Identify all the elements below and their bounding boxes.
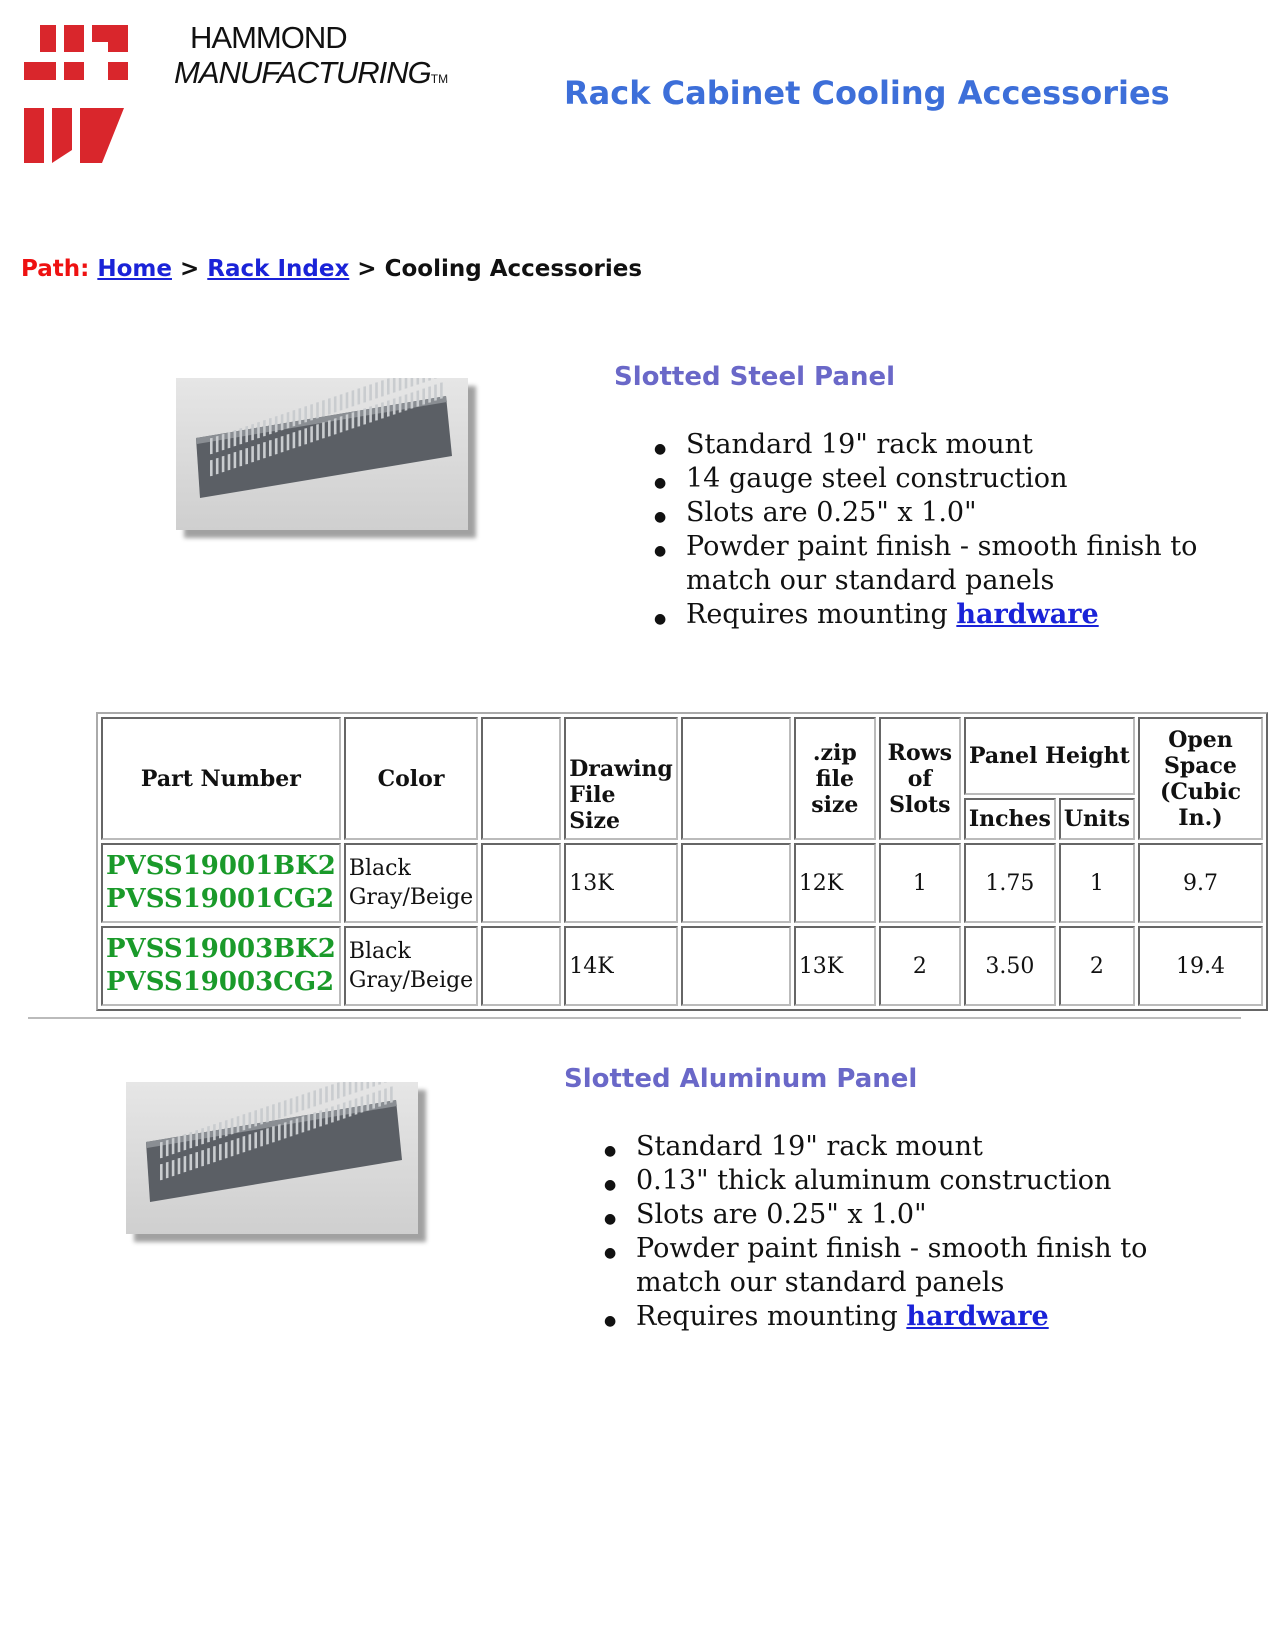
panel-slot xyxy=(302,1116,305,1132)
panel-slot xyxy=(287,412,290,428)
panel-slot xyxy=(293,410,296,426)
panel-slot xyxy=(299,430,302,446)
panel-slot xyxy=(287,434,290,450)
panel-slot xyxy=(399,378,402,391)
page-title: Rack Cabinet Cooling Accessories xyxy=(564,74,1170,112)
part-number: PVSS19003BK2 xyxy=(106,934,336,964)
header-rows-of-slots: Rows of Slots xyxy=(879,717,961,840)
panel-slot xyxy=(266,1128,269,1144)
panel-slot xyxy=(237,1116,240,1132)
panel-slot xyxy=(337,1104,340,1120)
panel-slot xyxy=(384,1088,387,1104)
part-number-cell xyxy=(101,926,341,1006)
panel-slot xyxy=(346,392,349,408)
panel-slot xyxy=(263,442,266,458)
panel-slot xyxy=(278,1124,281,1140)
panel-slot xyxy=(284,1122,287,1138)
panel-slot xyxy=(219,1144,222,1160)
header-drawing-file-size: Drawing File Size xyxy=(564,717,678,840)
brand-line-2-text: MANUFACTURING xyxy=(174,55,431,90)
panel-slot xyxy=(266,1106,269,1122)
inches-cell: 1.75 xyxy=(964,843,1056,923)
panel-slot xyxy=(334,396,337,412)
color-value: Black xyxy=(348,939,411,964)
panel-slot xyxy=(195,1152,198,1168)
panel-slot xyxy=(313,1112,316,1128)
blank-cell xyxy=(481,926,561,1006)
panel-slot xyxy=(361,1082,364,1091)
panel-slot xyxy=(411,378,414,387)
panel-slot xyxy=(184,1156,187,1172)
feature-item: ● 0.13" thick aluminum construction xyxy=(604,1164,1164,1198)
panel-slot xyxy=(422,388,425,404)
panel-slot xyxy=(178,1136,181,1152)
panel-slot xyxy=(361,1096,364,1112)
panel-slot xyxy=(316,402,319,418)
panel-slot xyxy=(284,1100,287,1116)
panel-slot xyxy=(207,1148,210,1164)
panel-slot xyxy=(263,420,266,436)
panel-slot xyxy=(190,1154,193,1170)
panel-slot xyxy=(352,412,355,428)
section-divider xyxy=(28,1017,1241,1019)
panel-slot xyxy=(405,394,408,410)
panel-slot xyxy=(405,378,408,389)
panel-slot xyxy=(331,1084,334,1100)
panel-slot xyxy=(316,424,319,440)
panel-slot xyxy=(355,1098,358,1114)
panel-slot xyxy=(234,452,237,468)
panel-slot xyxy=(260,1108,263,1124)
hammond-logo[interactable] xyxy=(24,20,449,172)
part-number: PVSS19001BK2 xyxy=(106,851,336,881)
hardware-link[interactable]: hardware xyxy=(956,599,1099,630)
table-row xyxy=(101,843,1263,923)
breadcrumb xyxy=(21,256,642,282)
panel-slot xyxy=(340,416,343,432)
panel-slot xyxy=(207,1126,210,1142)
panel-slot xyxy=(387,400,390,416)
panel-slot xyxy=(243,1114,246,1130)
breadcrumb-home-link[interactable]: Home xyxy=(97,256,172,282)
panel-slot xyxy=(310,404,313,420)
panel-slot xyxy=(372,1082,375,1087)
breadcrumb-current: Cooling Accessories xyxy=(384,256,643,282)
panel-slot xyxy=(272,1126,275,1142)
color-cell xyxy=(344,926,478,1006)
panel-slot xyxy=(308,1114,311,1130)
panel-slot xyxy=(355,1082,358,1093)
panel-slot xyxy=(278,1102,281,1118)
panel-slot xyxy=(201,1150,204,1166)
panel-slot xyxy=(245,448,248,464)
panel-slot xyxy=(346,414,349,430)
panel-slot xyxy=(328,398,331,414)
panel-slot xyxy=(216,458,219,474)
panel-slot xyxy=(172,1138,175,1154)
units-cell: 2 xyxy=(1059,926,1135,1006)
panel-slot xyxy=(178,1158,181,1174)
panel-slot xyxy=(160,1164,163,1180)
panel-slot xyxy=(216,436,219,452)
panel-slot xyxy=(310,426,313,442)
part-number: PVSS19001CG2 xyxy=(106,884,335,914)
panel-slot xyxy=(369,384,372,400)
panel-slot xyxy=(302,1094,305,1110)
panel-slot xyxy=(166,1140,169,1156)
panel-slot xyxy=(319,1088,322,1104)
hammond-logo-mark xyxy=(24,22,129,167)
panel-slot xyxy=(358,410,361,426)
hardware-prefix: Requires mounting xyxy=(636,1301,898,1332)
breadcrumb-separator: > xyxy=(179,256,200,282)
breadcrumb-rack-index-link[interactable]: Rack Index xyxy=(207,256,350,282)
panel-slot xyxy=(225,1142,228,1158)
panel-slot xyxy=(225,1120,228,1136)
feature-item-hardware xyxy=(654,598,1214,632)
header-open-space: Open Space (Cubic In.) xyxy=(1138,717,1263,840)
panel-slot xyxy=(257,422,260,438)
header-units: Units xyxy=(1059,798,1135,840)
panel-slot xyxy=(190,1132,193,1148)
panel-slot xyxy=(322,422,325,438)
panel-slot xyxy=(358,388,361,404)
panel-slot xyxy=(210,460,213,476)
panel-slot xyxy=(251,446,254,462)
panel-slot xyxy=(375,382,378,398)
trademark: TM xyxy=(430,72,449,86)
panel-slot xyxy=(228,432,231,448)
panel-slot xyxy=(369,406,372,422)
panel-slot xyxy=(213,1146,216,1162)
rows-of-slots-cell: 1 xyxy=(879,843,961,923)
header-blank xyxy=(481,717,561,840)
panel-slot xyxy=(222,456,225,472)
feature-item: ● Slots are 0.25" x 1.0" xyxy=(654,496,1214,530)
zip-file-size-cell: 12K xyxy=(794,843,876,923)
panel-slot xyxy=(166,1162,169,1178)
panel-slot xyxy=(411,392,414,408)
brand-line-1: HAMMOND xyxy=(190,20,347,55)
panel-slot xyxy=(372,1092,375,1108)
panel-slot xyxy=(378,1082,381,1085)
panel-slot xyxy=(184,1134,187,1150)
panel-slot xyxy=(325,1108,328,1124)
table-row xyxy=(101,926,1263,1006)
slotted-aluminum-panel-features xyxy=(604,1130,1164,1334)
panel-slot xyxy=(254,1110,257,1126)
panel-slot xyxy=(290,1098,293,1114)
table-header-row xyxy=(101,717,1263,795)
panel-slot xyxy=(299,408,302,424)
panel-slot xyxy=(172,1160,175,1176)
panel-slot xyxy=(201,1128,204,1144)
panel-slot xyxy=(249,1112,252,1128)
open-space-cell: 9.7 xyxy=(1138,843,1263,923)
panel-slot xyxy=(440,382,443,398)
units-cell: 1 xyxy=(1059,843,1135,923)
feature-item: ● Powder paint finish - smooth finish to match our standard panels xyxy=(604,1232,1164,1300)
feature-item: ● Powder paint finish - smooth finish to match our standard panels xyxy=(654,530,1214,598)
header-color: Color xyxy=(344,717,478,840)
blank-cell xyxy=(681,843,791,923)
panel-slot xyxy=(343,1102,346,1118)
panel-slot xyxy=(352,390,355,406)
panel-slot xyxy=(257,444,260,460)
panel-slot xyxy=(363,408,366,424)
feature-item: ● 14 gauge steel construction xyxy=(654,462,1214,496)
panel-slot xyxy=(422,378,425,383)
panel-slot xyxy=(222,434,225,450)
panel-slot xyxy=(290,1120,293,1136)
header-inches: Inches xyxy=(964,798,1056,840)
color-value: Gray/Beige xyxy=(348,968,474,993)
panel-slot xyxy=(390,1086,393,1102)
panel-slot xyxy=(231,1140,234,1156)
header-panel-height: Panel Height xyxy=(964,717,1135,795)
color-cell xyxy=(344,843,478,923)
panel-slot xyxy=(363,386,366,402)
brand-line-2 xyxy=(174,57,448,88)
inches-cell: 3.50 xyxy=(964,926,1056,1006)
panel-slot xyxy=(160,1142,163,1158)
open-space-cell: 19.4 xyxy=(1138,926,1263,1006)
panel-slot xyxy=(417,390,420,406)
panel-slot xyxy=(428,378,431,381)
slotted-steel-panel-title: Slotted Steel Panel xyxy=(614,362,895,392)
panel-slot xyxy=(296,1096,299,1112)
panel-slot xyxy=(328,420,331,436)
panel-slot xyxy=(281,436,284,452)
panel-slot xyxy=(281,414,284,430)
panel-slot xyxy=(384,1082,387,1083)
panel-slot xyxy=(367,1082,370,1089)
blank-cell xyxy=(681,926,791,1006)
panel-slot xyxy=(269,440,272,456)
feature-item: ● Standard 19" rack mount xyxy=(604,1130,1164,1164)
spec-table xyxy=(96,712,1268,1011)
panel-slot xyxy=(349,1100,352,1116)
panel-slot xyxy=(434,378,437,379)
panel-slot xyxy=(393,398,396,414)
panel-slot xyxy=(234,430,237,446)
panel-slot xyxy=(228,454,231,470)
color-value: Gray/Beige xyxy=(348,885,474,910)
panel-slot xyxy=(340,394,343,410)
panel-slot xyxy=(417,378,420,385)
panel-slot xyxy=(249,1134,252,1150)
panel-slot xyxy=(213,1124,216,1140)
feature-item-hardware xyxy=(604,1300,1164,1334)
panel-slot xyxy=(231,1118,234,1134)
panel-slot xyxy=(349,1082,352,1095)
panel-slot xyxy=(331,1106,334,1122)
panel-slot xyxy=(195,1130,198,1146)
panel-slot xyxy=(387,378,390,394)
panel-slot xyxy=(304,406,307,422)
feature-item: ● Standard 19" rack mount xyxy=(654,428,1214,462)
panel-slot xyxy=(219,1122,222,1138)
panel-slot xyxy=(343,1082,346,1097)
panel-slot xyxy=(393,378,396,393)
panel-slot xyxy=(296,1118,299,1134)
slotted-aluminum-panel-title: Slotted Aluminum Panel xyxy=(564,1064,918,1094)
header-zip-file-size: .zip file size xyxy=(794,717,876,840)
header-part-number: Part Number xyxy=(101,717,341,840)
panel-slot xyxy=(240,450,243,466)
panel-slot xyxy=(308,1092,311,1108)
slotted-steel-panel-image xyxy=(176,378,476,538)
panel-slot xyxy=(245,426,248,442)
panel-slot xyxy=(293,432,296,448)
hardware-link[interactable]: hardware xyxy=(906,1301,1049,1332)
header-blank xyxy=(681,717,791,840)
drawing-file-size-cell: 14K xyxy=(564,926,678,1006)
breadcrumb-label: Path: xyxy=(21,256,90,282)
slotted-steel-panel-features xyxy=(654,428,1214,632)
panel-slot xyxy=(254,1132,257,1148)
panel-slot xyxy=(428,386,431,402)
panel-slot xyxy=(275,438,278,454)
panel-slot xyxy=(272,1104,275,1120)
panel-slot xyxy=(237,1138,240,1154)
panel-slot xyxy=(313,1090,316,1106)
part-number-cell xyxy=(101,843,341,923)
part-number: PVSS19003CG2 xyxy=(106,967,335,997)
zip-file-size-cell: 13K xyxy=(794,926,876,1006)
panel-slot xyxy=(275,416,278,432)
panel-slot xyxy=(367,1094,370,1110)
rows-of-slots-cell: 2 xyxy=(879,926,961,1006)
panel-slot xyxy=(325,1086,328,1102)
panel-slot xyxy=(251,424,254,440)
panel-slot xyxy=(210,438,213,454)
panel-slot xyxy=(334,418,337,434)
panel-slot xyxy=(381,402,384,418)
panel-slot xyxy=(434,384,437,400)
panel-slot xyxy=(381,380,384,396)
panel-slot xyxy=(337,1082,340,1098)
panel-slot xyxy=(375,404,378,420)
panel-slot xyxy=(260,1130,263,1146)
drawing-file-size-cell: 13K xyxy=(564,843,678,923)
panel-slot xyxy=(322,400,325,416)
panel-slot xyxy=(269,418,272,434)
breadcrumb-separator: > xyxy=(357,256,377,282)
feature-item: ● Slots are 0.25" x 1.0" xyxy=(604,1198,1164,1232)
slotted-aluminum-panel-image xyxy=(126,1082,426,1242)
panel-slot xyxy=(319,1110,322,1126)
panel-slot xyxy=(243,1136,246,1152)
color-value: Black xyxy=(348,856,411,881)
hardware-prefix: Requires mounting xyxy=(686,599,948,630)
panel-slot xyxy=(240,428,243,444)
panel-slot xyxy=(378,1090,381,1106)
panel-slot xyxy=(399,396,402,412)
panel-slot xyxy=(304,428,307,444)
blank-cell xyxy=(481,843,561,923)
